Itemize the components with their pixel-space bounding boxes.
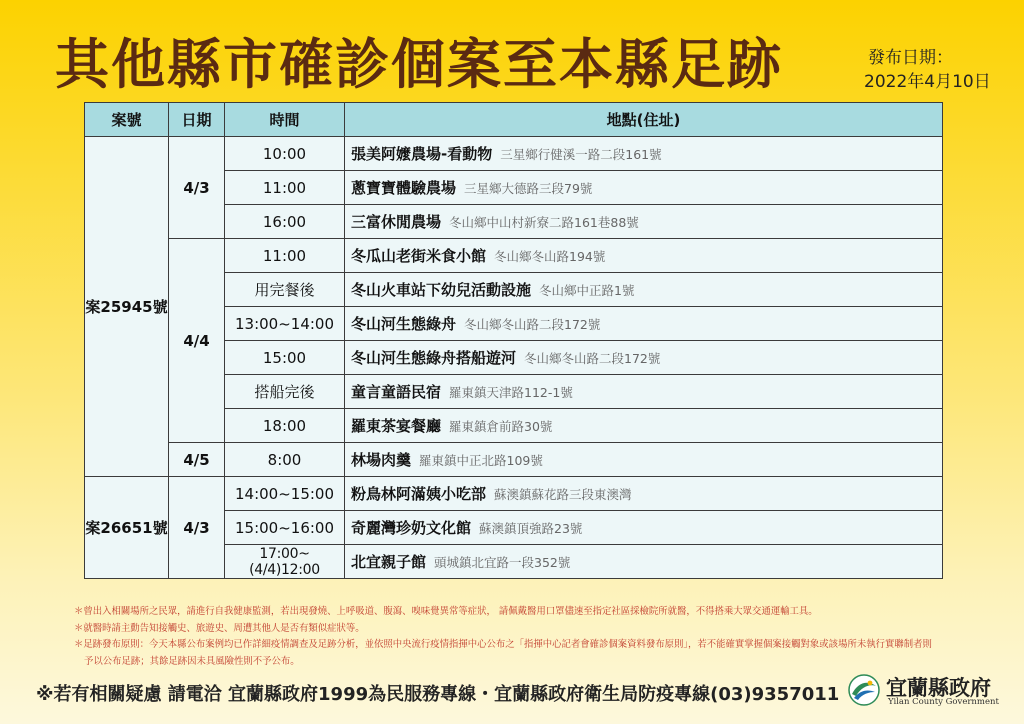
- note-item: 予以公布足跡；其餘足跡因未具風險性則不予公布。: [84, 655, 300, 667]
- date-cell: 4/3: [169, 477, 225, 579]
- time-cell: 15:00~16:00: [225, 511, 345, 545]
- place-cell: [345, 477, 943, 511]
- time-cell: 11:00: [225, 171, 345, 205]
- place-cell: [345, 375, 943, 409]
- place-name: 三富休閒農場: [351, 213, 442, 231]
- place-address: 冬山鄉冬山路二段172號: [464, 317, 601, 332]
- time-cell: 13:00~14:00: [225, 307, 345, 341]
- contact-line: ※若有相關疑慮 請電洽 宜蘭縣政府1999為民服務專線・宜蘭縣政府衛生局防疫專線(03)9357011: [36, 684, 840, 705]
- header-time: 時間: [225, 103, 345, 137]
- header-case: 案號: [85, 103, 169, 137]
- place-cell: [345, 545, 943, 579]
- date-cell: 4/4: [169, 239, 225, 443]
- logo-english: Yilan County Government: [888, 697, 999, 707]
- place-address: 羅東鎮天津路112-1號: [449, 385, 573, 400]
- page-title: 其他縣市確診個案至本縣足跡: [55, 33, 783, 96]
- table-header-row: [85, 103, 943, 137]
- table-row: [85, 443, 943, 477]
- place-name: 冬山火車站下幼兒活動設施: [351, 281, 532, 299]
- time-cell: 14:00~15:00: [225, 477, 345, 511]
- place-name: 奇麗灣珍奶文化館: [351, 519, 472, 537]
- publish-date-value: 2022年4月10日: [864, 72, 991, 92]
- place-name: 羅東茶宴餐廳: [351, 417, 442, 435]
- time-cell: 11:00: [225, 239, 345, 273]
- place-address: 蘇澳鎮頂強路23號: [479, 521, 583, 536]
- time-cell: 17:00~(4/4)12:00: [225, 545, 345, 579]
- note-item: ＊曾出入相關場所之民眾，請進行自我健康監測，若出現發燒、上呼吸道、腹瀉、嗅味覺異常等症狀， 請佩戴醫用口罩儘速至指定社區採檢院所就醫，不得搭乘大眾交通運輸工具。: [74, 606, 818, 617]
- time-cell: 8:00: [225, 443, 345, 477]
- date-cell: 4/3: [169, 137, 225, 239]
- place-cell: [345, 409, 943, 443]
- table-row: [85, 477, 943, 511]
- place-cell: [345, 511, 943, 545]
- header-date: 日期: [169, 103, 225, 137]
- table-row: [85, 239, 943, 273]
- header-place: 地點(住址): [345, 103, 943, 137]
- place-name: 林場肉羹: [351, 451, 412, 469]
- place-address: 冬山鄉冬山路二段172號: [524, 351, 661, 366]
- publish-date-label: 發布日期：: [868, 48, 953, 68]
- place-cell: [345, 137, 943, 171]
- place-name: 張美阿嬤農場-看動物: [351, 145, 493, 163]
- case-id: 案26651號: [85, 477, 169, 579]
- place-address: 三星鄉大德路三段79號: [464, 181, 593, 196]
- place-address: 頭城鎮北宜路一段352號: [434, 555, 571, 570]
- date-cell: 4/5: [169, 443, 225, 477]
- note-item: ＊就醫時請主動告知接觸史、旅遊史、周遭其他人是否有類似症狀等。: [74, 622, 365, 634]
- place-cell: [345, 171, 943, 205]
- time-cell: 10:00: [225, 137, 345, 171]
- place-cell: [345, 273, 943, 307]
- yilan-emblem-icon: [848, 674, 880, 706]
- place-cell: [345, 443, 943, 477]
- place-cell: [345, 239, 943, 273]
- logo-name: 宜蘭縣政府: [886, 676, 991, 700]
- notes: [74, 604, 1004, 670]
- government-logo: [848, 672, 1018, 712]
- place-name: 粉鳥林阿滿姨小吃部: [351, 485, 487, 503]
- place-address: 三星鄉行健溪一路二段161號: [500, 147, 662, 162]
- publish-date: [864, 46, 1004, 94]
- note-item: ＊足跡發布原則：今天本縣公布案例均已作詳細疫情調查及足跡分析，並依照中央流行疫情指揮中心公布之「指揮中心記者會確診個案資料發布原則」，若不能確實掌握個案接觸對象或該場所未執行實聯制者則: [74, 639, 932, 650]
- place-address: 冬山鄉中山村新寮二路161巷88號: [449, 215, 639, 230]
- place-cell: [345, 307, 943, 341]
- place-cell: [345, 205, 943, 239]
- place-address: 冬山鄉冬山路194號: [494, 249, 606, 264]
- place-name: 冬山河生態綠舟: [351, 315, 457, 333]
- place-name: 童言童語民宿: [351, 383, 442, 401]
- place-address: 羅東鎮中正北路109號: [419, 453, 543, 468]
- time-cell: 15:00: [225, 341, 345, 375]
- time-cell: 18:00: [225, 409, 345, 443]
- time-cell: 用完餐後: [225, 273, 345, 307]
- place-name: 蔥寶寶體驗農場: [351, 179, 457, 197]
- place-address: 冬山鄉中正路1號: [539, 283, 635, 298]
- place-address: 蘇澳鎮蘇花路三段東澳灣: [494, 487, 632, 502]
- place-address: 羅東鎮倉前路30號: [449, 419, 553, 434]
- table-row: [85, 137, 943, 171]
- time-cell: 16:00: [225, 205, 345, 239]
- time-cell: 搭船完後: [225, 375, 345, 409]
- footprint-table: [84, 102, 943, 579]
- place-name: 冬瓜山老街米食小館: [351, 247, 487, 265]
- place-name: 冬山河生態綠舟搭船遊河: [351, 349, 517, 367]
- case-id: 案25945號: [85, 137, 169, 477]
- place-cell: [345, 341, 943, 375]
- place-name: 北宜親子館: [351, 553, 427, 571]
